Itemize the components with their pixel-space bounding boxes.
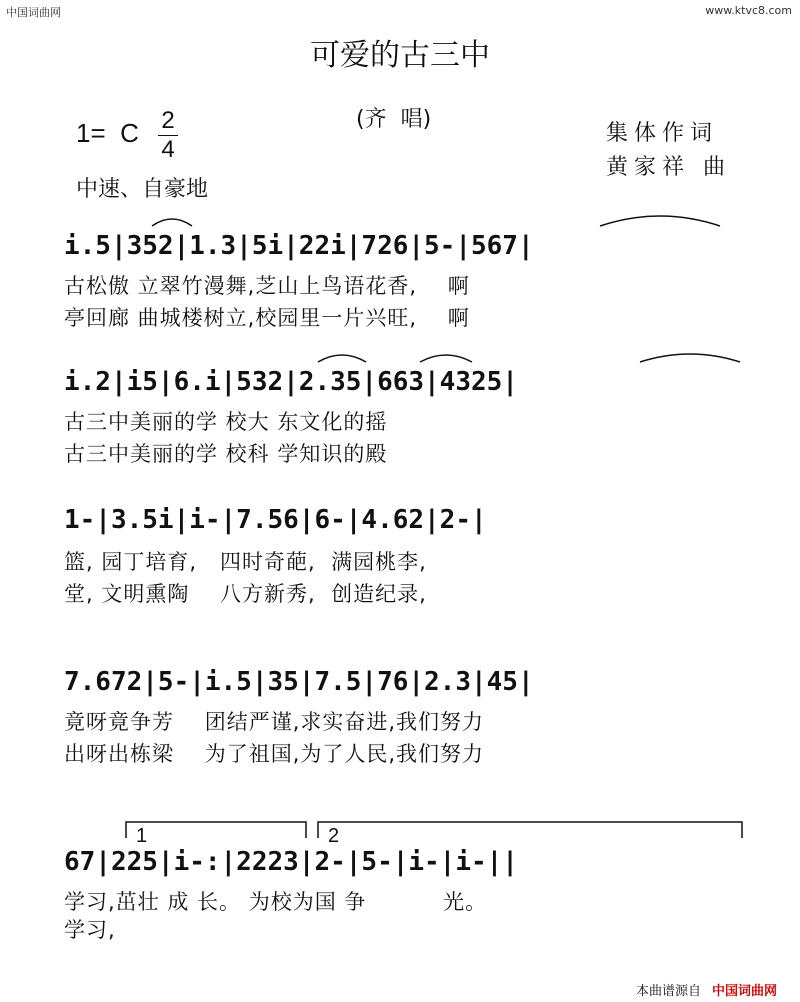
slur [600,216,720,226]
composer-credit: 黄家祥 曲 [606,155,731,180]
watermark-left: 中国词曲网 [6,6,61,19]
lyric-row-2-verse-1: 古三中美丽的学 校大 东文化的摇 [64,410,388,434]
slur [420,355,472,362]
time-signature-bottom: 4 [161,136,175,163]
tempo-marking: 中速、自豪地 [76,177,209,202]
lyric-row-2-verse-2: 古三中美丽的学 校科 学知识的殿 [64,442,388,466]
notation-row-3: 1-|3.5i|i-|7.56|6-|4.62|2-| [64,505,487,535]
lyric-row-3-verse-1: 篮, 园丁培育, 四时奇葩, 满园桃李, [64,550,427,574]
lyric-row-1-verse-1: 古松傲 立翠竹漫舞,芝山上鸟语花香, 啊 [64,274,470,298]
slur [152,219,192,226]
footer-source-link[interactable]: 中国词曲网 [712,984,778,999]
second-ending-bracket [318,822,742,838]
performance-mode: (齐 唱) [356,107,432,132]
watermark-right: www.ktvc8.com [705,4,792,17]
slur [318,355,366,362]
time-signature-top: 2 [161,107,175,134]
footer-source-label: 本曲谱源自 [636,984,702,999]
lyric-row-3-verse-2: 堂, 文明熏陶 八方新秀, 创造纪录, [64,582,427,606]
lyric-row-1-verse-2: 亭回廊 曲城楼树立,校园里一片兴旺, 啊 [64,306,470,330]
lyricist-credit: 集体作词 [606,121,719,146]
notation-row-5: 67|225|i-:|2223|2-|5-|i-|i-|| [64,847,518,877]
first-ending-label: 1 [136,825,148,847]
lyric-row-5-verse-1: 学习,茁壮 成 长。 为校为国 争 光。 [64,890,488,914]
lyric-row-4-verse-2: 出呀出栋梁 为了祖国,为了人民,我们努力 [64,742,485,766]
first-ending-bracket [126,822,306,838]
lyric-row-4-verse-1: 竟呀竟争芳 团结严谨,求实奋进,我们努力 [64,710,485,734]
second-ending-label: 2 [328,825,340,847]
key-signature: 1= C [76,118,139,148]
notation-row-4: 7.672|5-|i.5|35|7.5|76|2.3|45| [64,667,534,697]
notation-row-1: i.5|352|1.3|5i|22i|726|5-|567| [64,231,534,261]
lyric-row-5-verse-2: 学习, [64,918,116,942]
notation-row-2: i.2|i5|6.i|532|2.35|663|4325| [64,367,518,397]
slur [640,354,740,362]
song-title: 可爱的古三中 [310,38,490,73]
